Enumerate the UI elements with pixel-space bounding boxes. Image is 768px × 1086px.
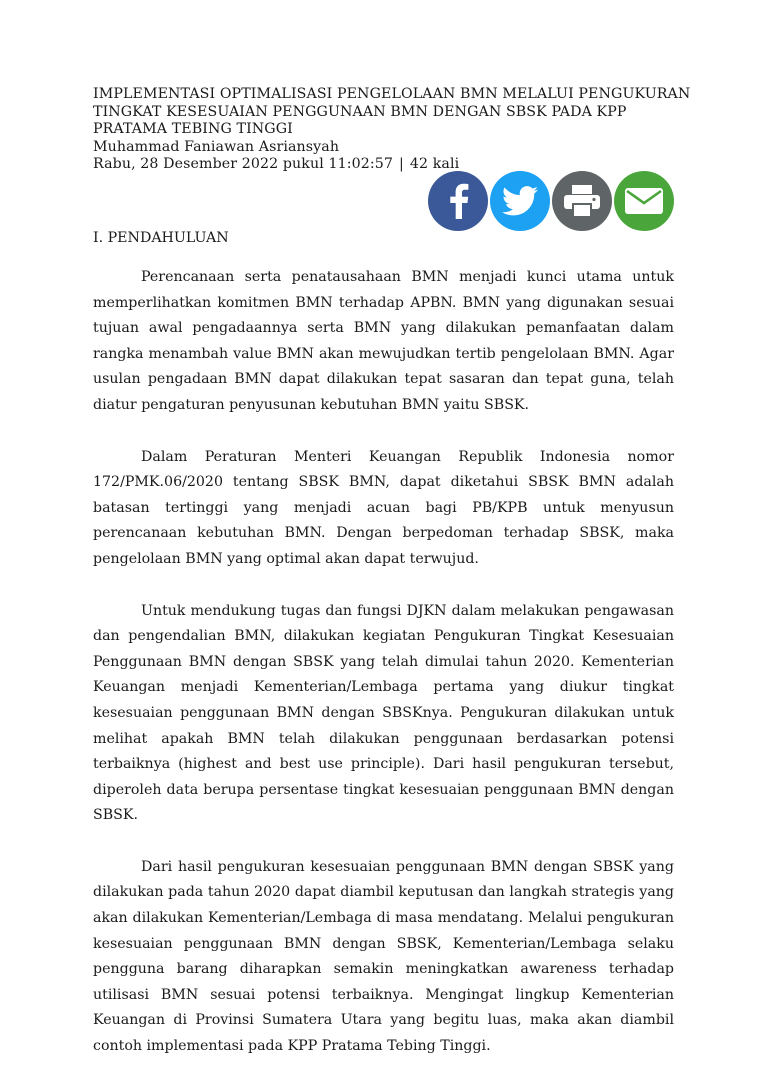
twitter-share-button[interactable] xyxy=(490,171,550,231)
article-body xyxy=(93,265,674,1086)
facebook-share-button[interactable] xyxy=(428,171,488,231)
twitter-icon xyxy=(502,186,538,216)
meta-separator: | xyxy=(398,156,404,173)
print-button[interactable] xyxy=(552,171,612,231)
article-title-line-2: TINGKAT KESESUAIAN PENGGUNAAN BMN DENGAN SBSK PADA KPP xyxy=(93,103,627,120)
article-date: Rabu, 28 Desember 2022 pukul 11:02:57 xyxy=(93,156,393,173)
paragraph-2: Dalam Peraturan Menteri Keuangan Republik Indonesia nomor 172/PMK.06/2020 tentang SBSK BMN, dapat diketahui SBSK BMN adalah batasan tertinggi yang menjadi acuan bagi PB/KPB untuk menyusun perencanaan kebutuhan BMN. Dengan berpedoman terhadap SBSK, maka pengelolaan BMN yang optimal akan dapat terwujud. xyxy=(93,448,674,567)
article-header xyxy=(93,86,691,174)
article-title-line-3: PRATAMA TEBING TINGGI xyxy=(93,121,293,138)
paragraph-3: Untuk mendukung tugas dan fungsi DJKN dalam melakukan pengawasan dan pengendalian BMN, dilakukan kegiatan Pengukuran Tingkat Kesesuaian Penggunaan BMN dengan SBSK yang telah dimulai tahun 2020. Kementerian Keuangan menjadi Kementerian/Lembaga pertama yang diukur tingkat kesesuaian penggunaan BMN dengan SBSKnya. Pengukuran dilakukan untuk melihat apakah BMN telah dilakukan penggunaan berdasarkan potensi terbaiknya (highest and best use principle). Dari hasil pengukuran tersebut, diperoleh data berupa persentase tingkat kesesuaian penggunaan BMN dengan SBSK. xyxy=(93,602,674,824)
print-icon xyxy=(563,184,601,218)
article-author: Muhammad Faniawan Asriansyah xyxy=(93,138,340,155)
email-share-button[interactable] xyxy=(614,171,674,231)
section-heading: I. PENDAHULUAN xyxy=(93,230,229,246)
facebook-icon xyxy=(445,183,471,219)
view-count: 42 kali xyxy=(409,156,460,173)
paragraph-1: Perencanaan serta penatausahaan BMN menjadi kunci utama untuk memperlihatkan komitmen BMN terhadap APBN. BMN yang digunakan sesuai tujuan awal pengadaannya serta BMN yang dilakukan pemanfaatan dalam rangka menambah value BMN akan mewujudkan tertib pengelolaan BMN. Agar usulan pengadaan BMN dapat dilakukan tepat sasaran dan tepat guna, telah diatur pengaturan penyusunan kebutuhan BMN yaitu SBSK. xyxy=(93,269,674,413)
paragraph-4: Dari hasil pengukuran kesesuaian penggunaan BMN dengan SBSK yang dilakukan pada tahun 2020 dapat diambil keputusan dan langkah strategis yang akan dilakukan Kementerian/Lembaga di masa mendatang. Melalui pengukuran kesesuaian penggunaan BMN dengan SBSK, Kementerian/Lembaga selaku pengguna barang diharapkan semakin meningkatkan awareness terhadap utilisasi BMN sesuai potensi terbaiknya. Mengingat lingkup Kementerian Keuangan di Provinsi Sumatera Utara yang begitu luas, maka akan diambil contoh implementasi pada KPP Pratama Tebing Tinggi. xyxy=(93,858,674,1055)
article-title-line-1: IMPLEMENTASI OPTIMALISASI PENGELOLAAN BMN MELALUI PENGUKURAN xyxy=(93,86,691,102)
share-buttons xyxy=(428,171,674,231)
email-icon xyxy=(624,187,664,215)
